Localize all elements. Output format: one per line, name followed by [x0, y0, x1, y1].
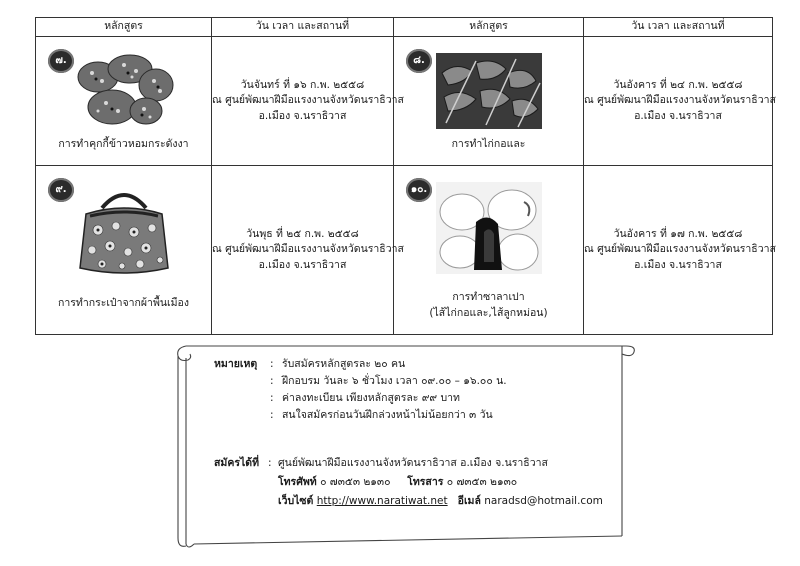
course-number-badge: ๙.	[48, 178, 74, 202]
email-label: อีเมล์	[457, 495, 481, 507]
apply-colon: :	[268, 457, 272, 469]
course-cell-10	[394, 166, 584, 335]
table-row	[36, 37, 773, 166]
note-item	[214, 356, 507, 373]
email-address[interactable]: naradsd@hotmail.com	[484, 495, 603, 507]
note-text: ค่าลงทะเบียน เพียงหลักสูตรละ ๙๙ บาท	[282, 392, 460, 404]
header-course-2: หลักสูตร	[394, 18, 584, 37]
grilled-chicken-photo-icon	[436, 53, 542, 129]
schedule-place: ณ ศูนย์พัฒนาฝีมือแรงงานจังหวัดนราธิวาส	[212, 243, 404, 256]
note-colon: :	[270, 358, 274, 370]
note-colon: :	[270, 409, 274, 421]
course-cell-8	[394, 37, 584, 166]
schedule-place: ณ ศูนย์พัฒนาฝีมือแรงงานจังหวัดนราธิวาส	[584, 243, 776, 256]
apply-web-row	[214, 492, 603, 511]
note-item	[214, 390, 507, 407]
schedule-district: อ.เมือง จ.นราธิวาส	[634, 109, 722, 122]
note-text: สนใจสมัครก่อนวันฝึกล่วงหน้าไม่น้อยกว่า ๓ วัน	[282, 409, 493, 421]
header-schedule-1: วัน เวลา และสถานที่	[212, 18, 394, 37]
schedule-district: อ.เมือง จ.นราธิวาส	[634, 258, 722, 271]
course-name: การทำไก่กอและ	[451, 138, 526, 150]
schedule-date: วันจันทร์ ที่ ๑๖ ก.พ. ๒๕๕๘	[240, 79, 365, 92]
note-scroll	[170, 338, 640, 552]
apply-phone-row	[214, 473, 603, 492]
header-course-1: หลักสูตร	[36, 18, 212, 37]
course-number-badge: ๘.	[406, 49, 432, 73]
course-number-badge: ๑๐.	[406, 178, 432, 202]
table-row	[36, 166, 773, 335]
steamed-bun-photo-icon	[436, 182, 542, 274]
note-colon: :	[270, 375, 274, 387]
schedule-place: ณ ศูนย์พัฒนาฝีมือแรงงานจังหวัดนราธิวาส	[584, 94, 776, 107]
phone-label: โทรศัพท์	[278, 476, 317, 488]
apply-section	[214, 454, 603, 511]
course-cell-9	[36, 166, 212, 335]
fabric-bag-photo-icon	[76, 180, 172, 280]
apply-label: สมัครได้ที่	[214, 457, 260, 469]
apply-place-row	[214, 454, 603, 473]
apply-place: ศูนย์พัฒนาฝีมือแรงงานจังหวัดนราธิวาส อ.เมือง จ.นราธิวาส	[278, 457, 548, 469]
schedule-cell-10	[584, 166, 776, 335]
course-name: การทำกระเป๋าจากผ้าพื้นเมือง	[58, 297, 189, 309]
note-section	[214, 356, 507, 424]
schedule-district: อ.เมือง จ.นราธิวาส	[258, 109, 347, 122]
course-table	[35, 17, 776, 335]
course-number-badge: ๗.	[48, 49, 74, 73]
schedule-date: วันพุธ ที่ ๒๕ ก.พ. ๒๕๕๘	[246, 228, 359, 241]
schedule-place: ณ ศูนย์พัฒนาฝีมือแรงงานจังหวัดนราธิวาส	[212, 94, 404, 107]
note-item	[214, 373, 507, 390]
phone-number: ๐ ๗๓๕๓ ๒๑๓๐	[320, 476, 391, 488]
schedule-date: วันอังคาร ที่ ๑๗ ก.พ. ๒๕๕๘	[613, 228, 743, 241]
schedule-cell-8	[584, 37, 776, 166]
website-link[interactable]: http://www.naratiwat.net	[316, 495, 448, 507]
schedule-district: อ.เมือง จ.นราธิวาส	[258, 258, 347, 271]
website-label: เว็บไซต์	[278, 495, 314, 507]
note-colon: :	[270, 392, 274, 404]
header-schedule-2: วัน เวลา และสถานที่	[584, 18, 773, 37]
course-cell-7	[36, 37, 212, 166]
schedule-date: วันอังคาร ที่ ๒๔ ก.พ. ๒๕๕๘	[613, 79, 743, 92]
cookie-photo-icon	[72, 51, 176, 129]
schedule-cell-7	[212, 37, 404, 166]
table-header-row	[36, 18, 773, 37]
course-name: การทำซาลาเปา	[452, 291, 525, 303]
note-text: รับสมัครหลักสูตรละ ๒๐ คน	[282, 358, 406, 370]
schedule-cell-9	[212, 166, 404, 335]
fax-number: ๐ ๗๓๕๓ ๒๑๓๐	[446, 476, 518, 488]
note-text: ฝึกอบรม วันละ ๖ ชั่วโมง เวลา ๐๙.๐๐ – ๑๖.๐๐ น.	[282, 375, 507, 387]
note-item	[214, 407, 507, 424]
course-name-filling: (ไส้ไก่กอและ,ไส้ลูกหม่อน)	[429, 307, 548, 319]
note-label: หมายเหตุ	[214, 358, 258, 370]
fax-label: โทรสาร	[407, 476, 444, 488]
course-name: การทำคุกกี้ข้าวหอมกระดังงา	[58, 138, 189, 150]
